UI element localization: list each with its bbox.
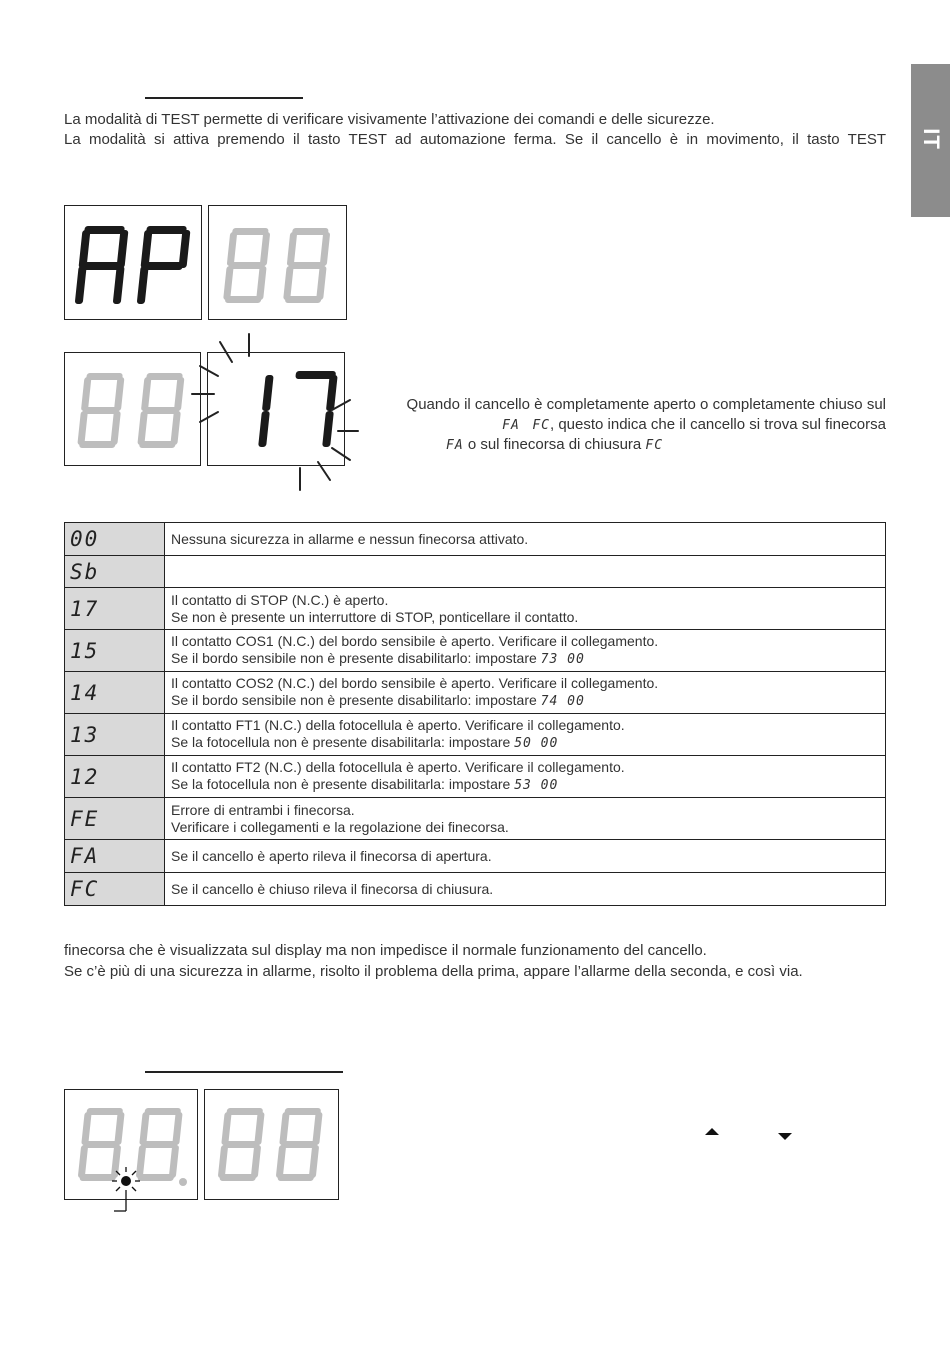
- intro-line-1: La modalità di TEST permette di verificare visivamente l’attivazione dei comandi e delle sicurezze.: [64, 111, 715, 128]
- desc-line-2-text: Se la fotocellula non è presente disabilitarla: impostare: [171, 776, 515, 792]
- code-cell: 17: [65, 588, 165, 630]
- desc-line-1: Se il cancello è aperto rileva il finecorsa di apertura.: [171, 847, 492, 864]
- desc-line-1: Il contatto di STOP (N.C.) è aperto.: [171, 591, 389, 608]
- table-row: [65, 672, 886, 714]
- language-tab-label: IT: [918, 128, 944, 150]
- desc-line-2: [171, 650, 879, 668]
- desc-line-1: Il contatto FT2 (N.C.) della fotocellula è aperto. Verificare il collegamento.: [171, 759, 625, 775]
- desc-line-1: Il contatto FT1 (N.C.) della fotocellula è aperto. Verificare il collegamento.: [171, 717, 625, 733]
- code-fa-inline: FA: [502, 418, 520, 433]
- table-row: [65, 556, 886, 588]
- param-value: 53 00: [514, 778, 559, 793]
- codes-table: [64, 522, 886, 906]
- section-heading-rule-2: [145, 1071, 343, 1073]
- desc-line-1: Il contatto COS2 (N.C.) del bordo sensibile è aperto. Verificare il collegamento.: [171, 675, 659, 691]
- desc-cell: [165, 672, 886, 714]
- limit-note-line-3: [446, 435, 886, 456]
- display-blank-digits-4: [205, 1090, 338, 1199]
- code-fc-inline-2: FC: [645, 438, 664, 453]
- display-blank-digits-2: [65, 353, 200, 465]
- display-blank-bottom-left: [64, 352, 201, 466]
- table-row: [65, 756, 886, 798]
- code-cell: 00: [65, 523, 165, 556]
- limit-note-line-2-text: , questo indica che il cancello si trova sul finecorsa: [549, 416, 886, 433]
- blinking-dot-icon: [106, 1165, 146, 1215]
- desc-line-2-text: Se il bordo sensibile non è presente disabilitarlo: impostare: [171, 650, 541, 666]
- up-arrow-icon: [705, 1128, 719, 1135]
- limit-note-line-3-text: o sul finecorsa di chiusura: [463, 436, 646, 453]
- code-cell: 14: [65, 672, 165, 714]
- desc-cell: [165, 840, 886, 873]
- table-row: [65, 523, 886, 556]
- code-cell: FC: [65, 873, 165, 906]
- desc-cell: [165, 873, 886, 906]
- table-row: [65, 714, 886, 756]
- limit-note-line-2: [366, 415, 886, 436]
- desc-line-2-text: Se la fotocellula non è presente disabilitarla: impostare: [171, 734, 515, 750]
- desc-line-1: Errore di entrambi i finecorsa.: [171, 801, 355, 818]
- desc-line-1: Il contatto COS1 (N.C.) del bordo sensibile è aperto. Verificare il collegamento.: [171, 633, 659, 649]
- desc-cell: [165, 714, 886, 756]
- display-blank-bottom-right: [204, 1089, 339, 1200]
- code-cell: FE: [65, 798, 165, 840]
- desc-cell: [165, 756, 886, 798]
- desc-line-2: Verificare i collegamenti e la regolazione dei finecorsa.: [171, 818, 509, 835]
- code-cell: FA: [65, 840, 165, 873]
- param-value: 50 00: [514, 736, 559, 751]
- desc-line-1: Nessuna sicurezza in allarme e nessun finecorsa attivato.: [171, 530, 529, 547]
- display-ap-digits: [65, 206, 201, 319]
- desc-line-2-text: Se il bordo sensibile non è presente disabilitarlo: impostare: [171, 692, 541, 708]
- limit-note-line-1: Quando il cancello è completamente aperto o completamente chiuso sul: [406, 396, 886, 413]
- display-blank-top-right: [208, 205, 347, 320]
- code-cell: 15: [65, 630, 165, 672]
- section-heading-rule: [145, 97, 303, 99]
- code-fc-inline: FC: [532, 418, 550, 433]
- desc-cell: [165, 798, 886, 840]
- code-cell: 12: [65, 756, 165, 798]
- display-blank-digits: [209, 206, 346, 319]
- desc-cell: [165, 523, 886, 556]
- code-cell: 13: [65, 714, 165, 756]
- param-value: 73 00: [540, 652, 585, 667]
- desc-cell: [165, 556, 886, 588]
- after-table-line-1: finecorsa che è visualizzata sul display ma non impedisce il normale funzionamento del cancello.: [64, 942, 707, 959]
- table-row: [65, 588, 886, 630]
- desc-cell: [165, 630, 886, 672]
- desc-line-1: Se il cancello è chiuso rileva il finecorsa di chiusura.: [171, 880, 494, 897]
- table-row: [65, 798, 886, 840]
- desc-cell: [165, 588, 886, 630]
- intro-line-2: La modalità si attiva premendo il tasto TEST ad automazione ferma. Se il cancello è in movimento, il tasto TEST: [64, 131, 886, 148]
- table-row: [65, 840, 886, 873]
- desc-line-2: [171, 776, 879, 794]
- blink-rays-icon: [190, 330, 360, 500]
- after-table-line-2: Se c’è più di una sicurezza in allarme, risolto il problema della prima, appare l’allarme della seconda, e così via.: [64, 963, 803, 980]
- code-cell: Sb: [65, 556, 165, 588]
- desc-line-2: Se non è presente un interruttore di STOP, ponticellare il contatto.: [171, 608, 579, 625]
- desc-line-2: [171, 734, 879, 752]
- param-value: 74 00: [540, 694, 585, 709]
- code-fa-inline-2: FA: [446, 438, 464, 453]
- display-ap: [64, 205, 202, 320]
- down-arrow-icon: [778, 1133, 792, 1140]
- desc-line-2: [171, 692, 879, 710]
- table-row: [65, 873, 886, 906]
- language-tab: [911, 64, 950, 217]
- table-row: [65, 630, 886, 672]
